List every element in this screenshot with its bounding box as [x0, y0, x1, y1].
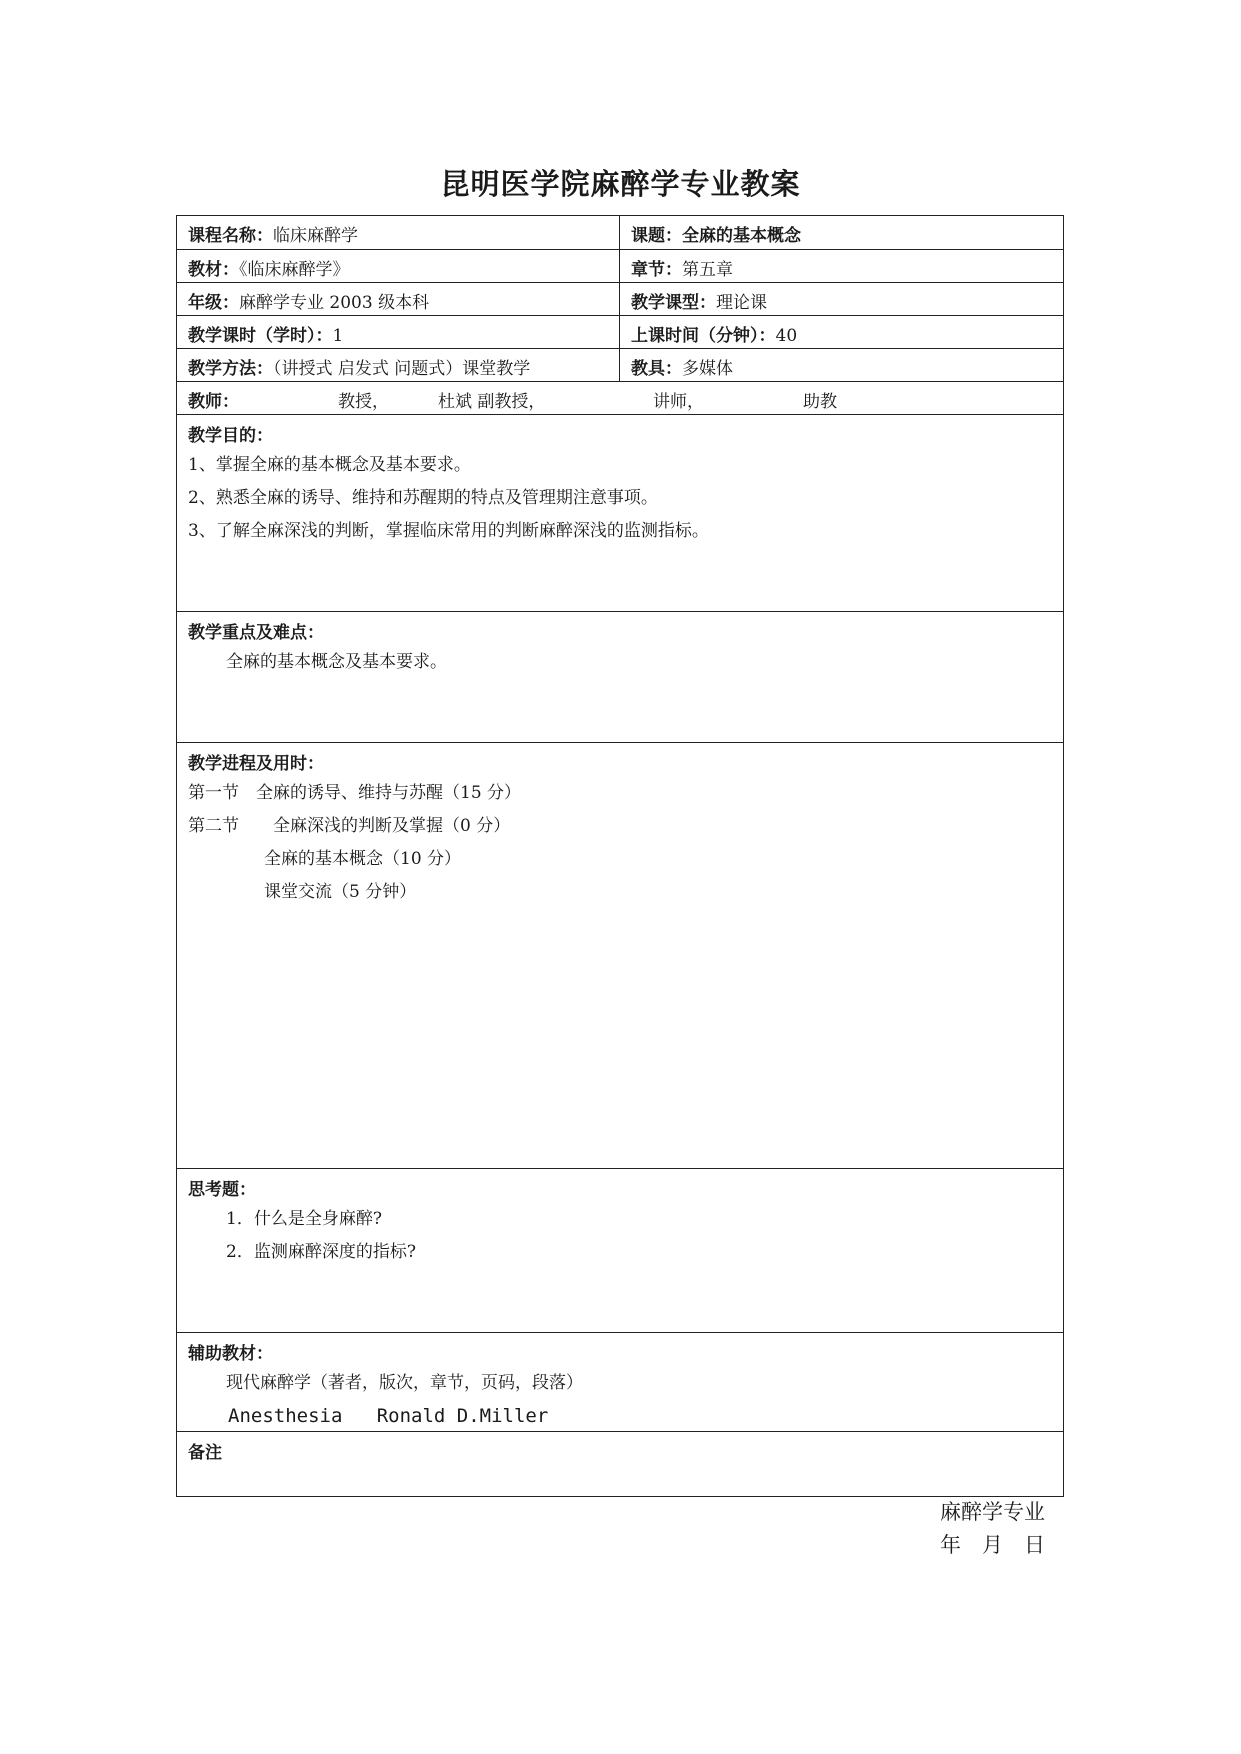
- objectives-label: 教学目的：: [188, 426, 273, 446]
- department-signature: 麻醉学专业: [940, 1500, 1045, 1524]
- topic-cell: [620, 216, 1063, 249]
- teacher-label: 教师：: [188, 392, 239, 412]
- questions-label: 思考题：: [188, 1180, 256, 1200]
- topic-value: 全麻的基本概念: [682, 226, 801, 246]
- key-points-text: 全麻的基本概念及基本要求。: [226, 652, 447, 672]
- teaching-aids-label: 教具：: [631, 359, 682, 379]
- topic-label: 课题：: [631, 226, 682, 246]
- references-section: [177, 1332, 1063, 1431]
- progress-item: 第二节 全麻深浅的判断及掌握（0 分）: [188, 816, 511, 836]
- reference-item: 现代麻醉学（著者，版次，章节，页码，段落）: [226, 1373, 583, 1393]
- key-points-label: 教学重点及难点：: [188, 623, 324, 643]
- grade-value: 麻醉学专业 2003 级本科: [239, 293, 430, 313]
- teaching-method-value: （讲授式 启发式 问题式）课堂教学: [273, 359, 531, 379]
- progress-item: 全麻的基本概念（10 分）: [264, 849, 462, 869]
- info-row-teacher: [177, 381, 1063, 414]
- remarks-label: 备注: [188, 1443, 222, 1463]
- progress-label: 教学进程及用时：: [188, 754, 324, 774]
- lesson-type-label: 教学课型：: [631, 293, 716, 313]
- teacher-cell: [177, 382, 1063, 414]
- course-name-value: 临床麻醉学: [273, 226, 358, 246]
- progress-item: 课堂交流（5 分钟）: [264, 882, 417, 902]
- progress-item: 第一节 全麻的诱导、维持与苏醒（15 分）: [188, 783, 522, 803]
- lesson-type-value: 理论课: [716, 293, 767, 313]
- info-row-hours: [177, 315, 1063, 348]
- question-item: 1．什么是全身麻醉?: [226, 1209, 382, 1229]
- class-minutes-value: 40: [775, 326, 798, 346]
- info-row-method: [177, 348, 1063, 381]
- info-row-course: [177, 216, 1063, 249]
- objective-item: 2、熟悉全麻的诱导、维持和苏醒期的特点及管理期注意事项。: [188, 488, 658, 508]
- objective-item: 3、了解全麻深浅的判断，掌握临床常用的判断麻醉深浅的监测指标。: [188, 521, 709, 541]
- info-row-textbook: [177, 249, 1063, 282]
- reference-item: Anesthesia Ronald D.Miller: [228, 1405, 549, 1427]
- class-hours-value: 1: [332, 326, 344, 346]
- course-name-cell: [177, 216, 620, 249]
- references-label: 辅助教材：: [188, 1344, 273, 1364]
- textbook-value: 《临床麻醉学》: [239, 260, 350, 280]
- chapter-cell: [620, 250, 1063, 282]
- signature-block: [940, 1496, 1045, 1562]
- teacher-entry: 杜斌 副教授，: [438, 392, 546, 412]
- date-line: 年 月 日: [940, 1533, 1045, 1557]
- question-item: 2．监测麻醉深度的指标?: [226, 1242, 416, 1262]
- teacher-entry: 讲师，: [653, 392, 704, 412]
- progress-section: [177, 742, 1063, 1168]
- teaching-aids-value: 多媒体: [682, 359, 733, 379]
- remarks-section: [177, 1431, 1063, 1496]
- chapter-value: 第五章: [682, 260, 733, 280]
- objective-item: 1、掌握全麻的基本概念及基本要求。: [188, 455, 471, 475]
- course-name-label: 课程名称：: [188, 226, 273, 246]
- info-row-grade: [177, 282, 1063, 315]
- teaching-method-cell: [177, 349, 620, 381]
- page-title: 昆明医学院麻醉学专业教案: [440, 167, 801, 201]
- textbook-cell: [177, 250, 620, 282]
- grade-label: 年级：: [188, 293, 239, 313]
- class-hours-label: 教学课时（学时）：: [188, 326, 333, 346]
- key-points-section: [177, 611, 1063, 742]
- class-hours-cell: [177, 316, 620, 348]
- textbook-label: 教材：: [188, 260, 239, 280]
- objectives-section: [177, 414, 1063, 611]
- lesson-type-cell: [620, 283, 1063, 315]
- lesson-plan-form: [176, 215, 1064, 1497]
- grade-cell: [177, 283, 620, 315]
- teaching-method-label: 教学方法：: [188, 359, 273, 379]
- class-minutes-label: 上课时间（分钟）：: [631, 326, 776, 346]
- chapter-label: 章节：: [631, 260, 682, 280]
- teaching-aids-cell: [620, 349, 1063, 381]
- questions-section: [177, 1168, 1063, 1332]
- teacher-entry: 助教: [803, 392, 837, 412]
- teacher-entry: 教授，: [338, 392, 389, 412]
- class-minutes-cell: [620, 316, 1063, 348]
